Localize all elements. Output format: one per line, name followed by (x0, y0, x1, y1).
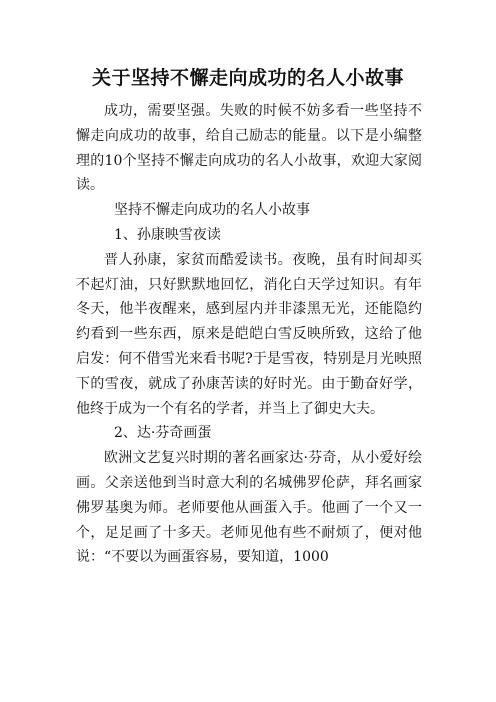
story-heading-2: 2、达·芬奇画蛋 (114, 425, 212, 442)
story-paragraph-1: 晋人孙康，家贫而酷爱读书。夜晚，虽有时间却买不起灯油，只好默默地回忆，消化白天学过知识。有年冬天，他半夜醒来，感到屋内并非漆黑无光，还能隐约约看到一些东西，原来是皑皑白雪反映所致，这给了他启发：何不借雪光来看书呢?于是雪夜，特别是月光映照下的雪夜，就成了孙康苦读的好时光。由于勤奋好学，他终于成为一个有名的学者，并当上了御史大夫。 (76, 251, 422, 417)
story-paragraph-2: 欧洲文艺复兴时期的著名画家达·芬奇，从小爱好绘画。父亲送他到当时意大利的名城佛罗伦萨，拜名画家佛罗基奥为师。老师要他从画蛋入手。他画了一个又一个，足足画了十多天。老师见他有些不耐烦了，便对他说：“不要以为画蛋容易，要知道，1000 (76, 450, 422, 566)
document-title: 关于坚持不懈走向成功的名人小故事 (91, 67, 404, 89)
document-body (76, 99, 422, 570)
section-heading: 坚持不懈走向成功的名人小故事 (114, 202, 310, 219)
intro-paragraph: 成功，需要坚强。失败的时候不妨多看一些坚持不懈走向成功的故事，给自己励志的能量。以下是小编整理的10个坚持不懈走向成功的名人小故事，欢迎大家阅读。 (76, 103, 422, 194)
story-heading-1: 1、孙康映雪夜读 (114, 226, 221, 243)
